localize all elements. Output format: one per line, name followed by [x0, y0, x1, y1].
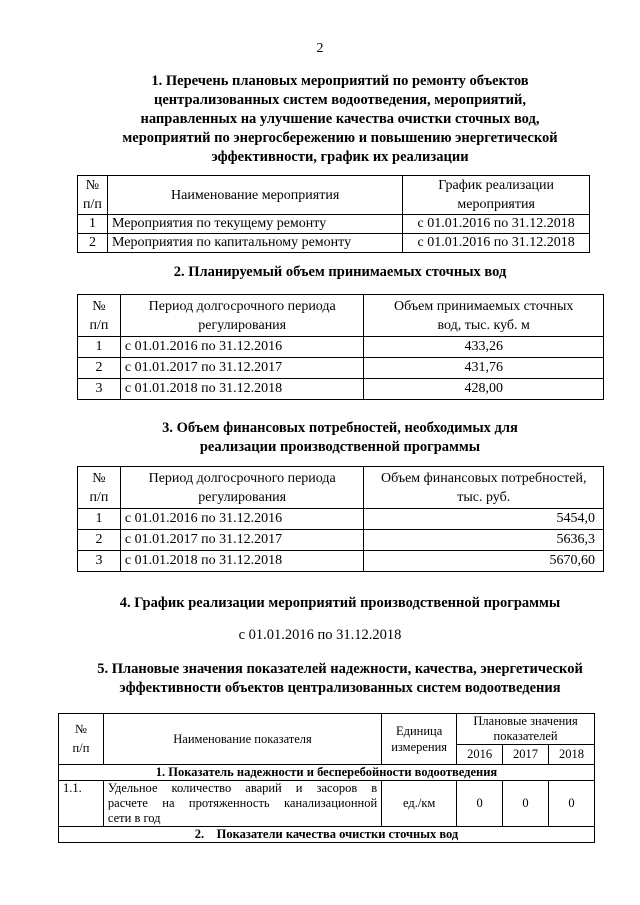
table-row: 2 с 01.01.2017 по 31.12.2017 5636,3: [78, 530, 604, 551]
section1-title: 1. Перечень плановых мероприятий по ремонту объектов централизованных систем водоотведения, мероприятий, направленных на улучшение качества очистки сточных вод, мероприятий по энергосбережению и повышению энергетической эффективности, график их реализации: [122, 73, 558, 165]
table-row: 3 с 01.01.2018 по 31.12.2018 5670,60: [78, 551, 604, 572]
section2-table: [77, 294, 604, 400]
section4-title: 4. График реализации мероприятий производственной программы: [119, 595, 561, 611]
table-row: 1 Мероприятия по текущему ремонту с 01.01.2016 по 31.12.2018: [78, 215, 590, 234]
table-row: 1.1. Удельное количество аварий и засоров в расчете на протяженность канализационной сети в год ед./км 0 0 0: [59, 781, 595, 827]
table-header-row: № п/п Период долгосрочного периода регулирования Объем принимаемых сточных вод, тыс. куб. м: [78, 295, 604, 337]
table-header-row: [78, 176, 590, 215]
table-row: 2 Мероприятия по капитальному ремонту с 01.01.2016 по 31.12.2018: [78, 234, 590, 253]
page-number: 2: [316, 41, 324, 56]
section5-table: [58, 713, 595, 843]
table-row: 1 с 01.01.2016 по 31.12.2016 5454,0: [78, 509, 604, 530]
table-row: 2 с 01.01.2017 по 31.12.2017 431,76: [78, 358, 604, 379]
section5-title: 5. Плановые значения показателей надежности, качества, энергетической эффективности объектов централизованных систем водоотведения: [97, 661, 583, 696]
section3-table: [77, 466, 604, 572]
table-row: 1 с 01.01.2016 по 31.12.2016 433,26: [78, 337, 604, 358]
section4-schedule: с 01.01.2016 по 31.12.2018: [238, 627, 402, 643]
section1-table: [77, 175, 590, 253]
table-group-row: 2. Показатели качества очистки сточных вод: [59, 827, 595, 843]
col-schedule: График реализации мероприятия: [403, 176, 590, 215]
table-row: 3 с 01.01.2018 по 31.12.2018 428,00: [78, 379, 604, 400]
section3-title: 3. Объем финансовых потребностей, необходимых для реализации производственной программы: [162, 420, 518, 455]
table-header-row: 2016 2017 2018: [59, 745, 595, 765]
col-name: Наименование мероприятия: [107, 176, 402, 215]
col-num: № п/п: [78, 176, 108, 215]
section2-title: 2. Планируемый объем принимаемых сточных вод: [173, 264, 507, 280]
table-header-row: № п/п Период долгосрочного периода регулирования Объем финансовых потребностей, тыс. руб.: [78, 467, 604, 509]
table-group-row: 1. Показатель надежности и бесперебойности водоотведения: [59, 765, 595, 781]
table-header-row: № п/п Наименование показателя Единица измерения Плановые значения показателей: [59, 714, 595, 745]
